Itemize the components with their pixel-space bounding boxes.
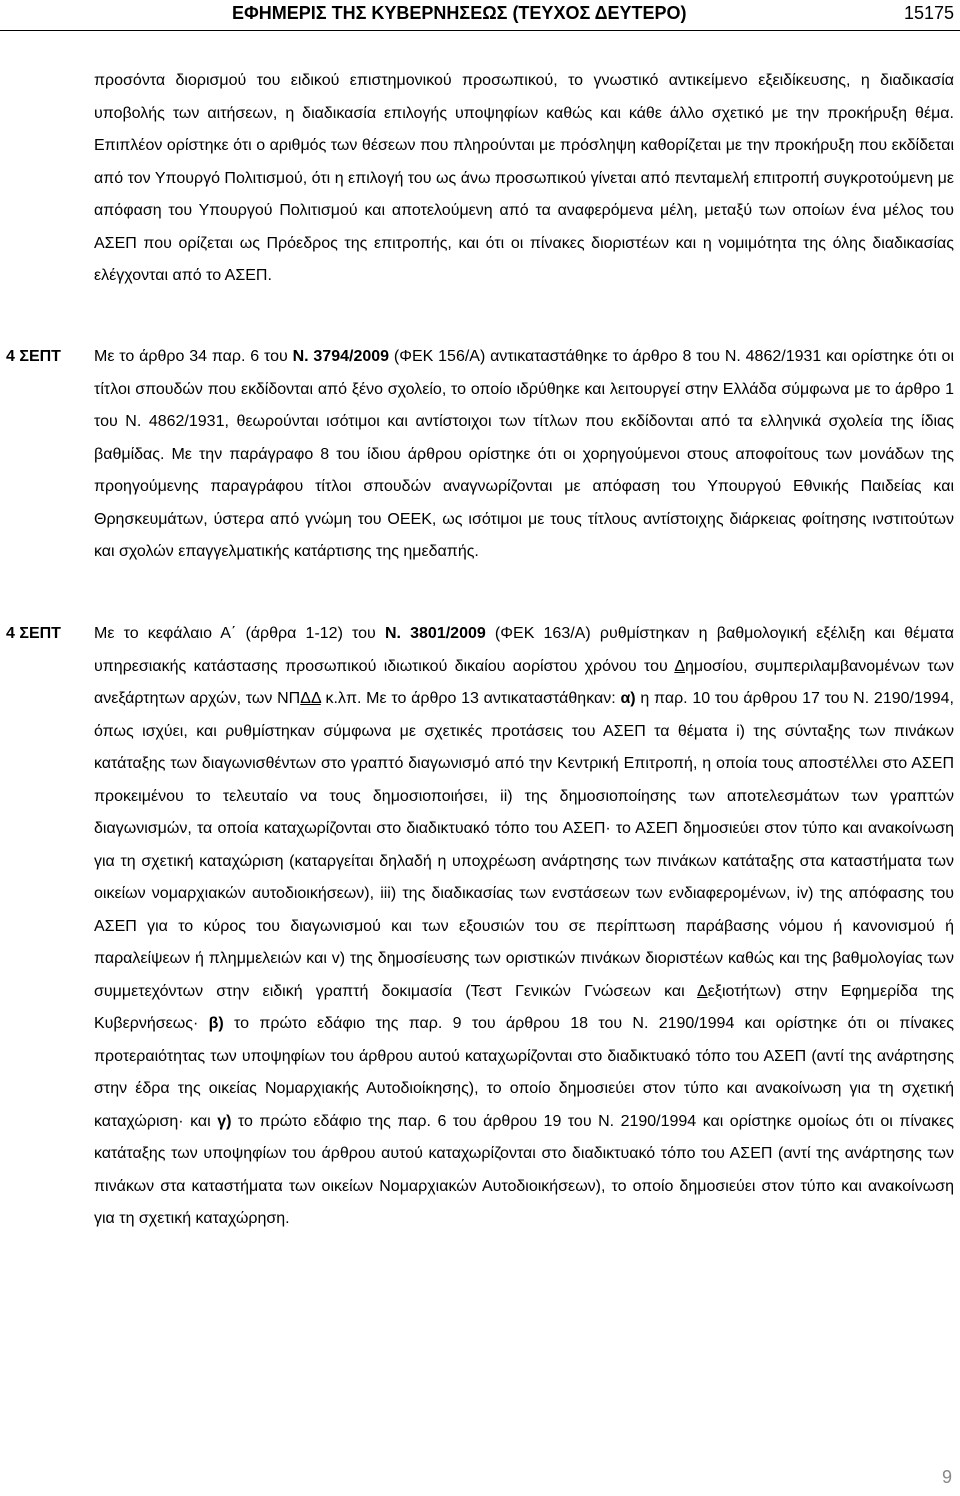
- underlined-letter: Δ: [696, 982, 708, 1000]
- section-date-label: 4 ΣΕΠΤ: [6, 348, 61, 365]
- law-reference: Ν. 3794/2009: [292, 348, 390, 365]
- list-marker: γ): [217, 1112, 232, 1130]
- paragraph-text: (ΦΕΚ 163/Α) ρυθμίστηκαν η βαθμολογική εξέλιξη και θέματα υπηρεσιακής κατάστασης προσωπικού ιδιωτικού δικαίου αορίστου χρόνου του: [94, 625, 954, 675]
- paragraph-text: Με το άρθρο 34 παρ. 6 του: [94, 348, 293, 365]
- footer-page-number: 9: [941, 1467, 952, 1487]
- paragraph-text: Με το κεφάλαιο Α΄ (άρθρα 1-12) του: [94, 625, 385, 642]
- paragraph-law-3801: [94, 618, 954, 1236]
- paragraph-text: εξιοτήτων) στην Εφημερίδα της Κυβερνήσεως·: [94, 982, 954, 1032]
- paragraph-text: κ.λπ. Με το άρθρο 13 αντικαταστάθηκαν:: [320, 690, 621, 707]
- paragraph-continuation: [94, 65, 954, 293]
- list-marker: β): [208, 1015, 224, 1032]
- paragraph-text: (ΦΕΚ 156/Α) αντικαταστάθηκε το άρθρο 8 του Ν. 4862/1931 και ορίστηκε ότι οι τίτλοι σπουδών που εκδίδονται από ξένο σχολείο, το οποίο ιδρύθηκε και λειτουργεί στην Ελλάδα σύμφωνα με το άρθρο 1 του Ν. 4862/1931, θεωρούνται ισότιμοι και αντίστοιχοι των τίτλων που εκδίδονται από τα ελληνικά σχολεία της ίδιας βαθμίδας. Με την παράγραφο 8 του ίδιου άρθρου ορίστηκε ότι οι χορηγούμενοι στους αποφοίτους των μονάδων της προηγούμενης παραγράφου τίτλοι σπουδών αναγνωρίζονται με απόφαση του Υπουργού Εθνικής Παιδείας και Θρησκευμάτων, ύστερα από γνώμη του ΟΕΕΚ, ως ισότιμοι με τους τίτλους αντίστοιχης διάρκειας φοίτησης ινστιτούτων και σχολών επαγγελματικής κατάρτισης της ημεδαπής.: [94, 348, 955, 560]
- underlined-letter: Δ: [674, 657, 685, 675]
- page-header: [0, 0, 960, 32]
- paragraph-text: το πρώτο εδάφιο της παρ. 9 του άρθρου 18 του Ν. 2190/1994 και ορίστηκε ότι οι πίνακες προτεραιότητας των υποψηφίων του άρθρου αυτού καταχωρίζονται στο διαδικτυακό τόπο του ΑΣΕΠ (αντί της ανάρτησης στην έδρα της οικείας Νομαρχιακής Αυτοδιοίκησης), το οποίο δημοσιεύει στον τύπο και ανακοίνωση για τη σχετική καταχώριση· και: [94, 1015, 954, 1130]
- paragraph-text: η παρ. 10 του άρθρου 17 του Ν. 2190/1994, όπως ισχύει, και ρυθμίστηκαν σύμφωνα με σχετικές προτάσεις του ΑΣΕΠ τα θέματα i) της σύνταξης των πινάκων κατάταξης των διαγωνισθέντων στο γραπτό διαγωνισμό από την Κεντρική Επιτροπή, η οποία τους αποστέλλει στο ΑΣΕΠ προκειμένου το τελευταίο να τους δημοσιοποιήσει, ii) της δημοσιοποίησης των αποτελεσμάτων των γραπτών διαγωνισμών, τα οποία καταχωρίζονται στο διαδικτυακό τόπο του ΑΣΕΠ· το ΑΣΕΠ δημοσιεύει στον τύπο και ανακοίνωση για τη σχετική καταχώριση (καταργείται δηλαδή η υποχρέωση ανάρτησης των πινάκων κατάταξης στα καταστήματα των οικείων νομαρχιακών αυτοδιοικήσεων), iii) της διαδικασίας των ενστάσεων των ενδιαφερομένων, iv) της απόφασης του ΑΣΕΠ για το κύρος του διαγωνισμού και των εξουσιών του σε περίπτωση παράβασης νόμου ή κανονισμού ή παραλείψεων ή πλημμελειών και v) της δημοσίευσης των οριστικών πινάκων διοριστέων καθώς και της βαθμολογίας των συμμετεχόντων στην ειδική γραπτή δοκιμασία (Τεστ Γενικών Γνώσεων και: [94, 690, 955, 1000]
- paragraph-law-3794: [94, 341, 954, 569]
- gazette-page-number: 15175: [903, 3, 954, 23]
- list-marker: α): [620, 690, 636, 707]
- paragraph-text: ημοσίου, συμπεριλαμβανομένων των ανεξάρτητων αρχών, των ΝΠ: [94, 657, 954, 707]
- underlined-letters: ΔΔ: [300, 690, 321, 707]
- gazette-title: ΕΦΗΜΕΡΙΣ ΤΗΣ ΚΥΒΕΡΝΗΣΕΩΣ (ΤΕΥΧΟΣ ΔΕΥΤΕΡΟ): [232, 3, 687, 23]
- section-date-label: 4 ΣΕΠΤ: [6, 625, 61, 642]
- law-reference: Ν. 3801/2009: [384, 625, 486, 642]
- paragraph-text: προσόντα διορισμού του ειδικού επιστημονικού προσωπικού, το γνωστικό αντικείμενο εξειδίκευσης, η διαδικασία υποβολής των αιτήσεων, η διαδικασία επιλογής υποψηφίων καθώς και κάθε άλλο σχετικό με την προκήρυξη θέμα. Επιπλέον ορίστηκε ότι ο αριθμός των θέσεων που πληρούνται με πρόσληψη καθορίζεται με την προκήρυξη που εκδίδεται από τον Υπουργό Πολιτισμού, ότι η επιλογή του ως άνω προσωπικού γίνεται από πενταμελή επιτροπή συγκροτούμενη με απόφαση του Υπουργού Πολιτισμού και αποτελούμενη από τα αναφερόμενα μέλη, μεταξύ των οποίων ένα μέλος του ΑΣΕΠ που ορίζεται ως Πρόεδρος της επιτροπής, και ότι οι πίνακες διοριστέων και η νομιμότητα της όλης διαδικασίας ελέγχονται από το ΑΣΕΠ.: [94, 72, 954, 284]
- header-divider: [0, 30, 960, 31]
- paragraph-text: το πρώτο εδάφιο της παρ. 6 του άρθρου 19 του Ν. 2190/1994 και ορίστηκε ομοίως ότι οι πίνακες κατάταξης των υποψηφίων του άρθρου αυτού καταχωρίζονται στο διαδικτυακό τόπο του ΑΣΕΠ (αντί της ανάρτησης των πινάκων στα καταστήματα των οικείων Νομαρχιακών Αυτοδιοικήσεων), το οποίο δημοσιεύει στον τύπο και ανακοίνωση για τη σχετική καταχώρηση.: [94, 1112, 954, 1227]
